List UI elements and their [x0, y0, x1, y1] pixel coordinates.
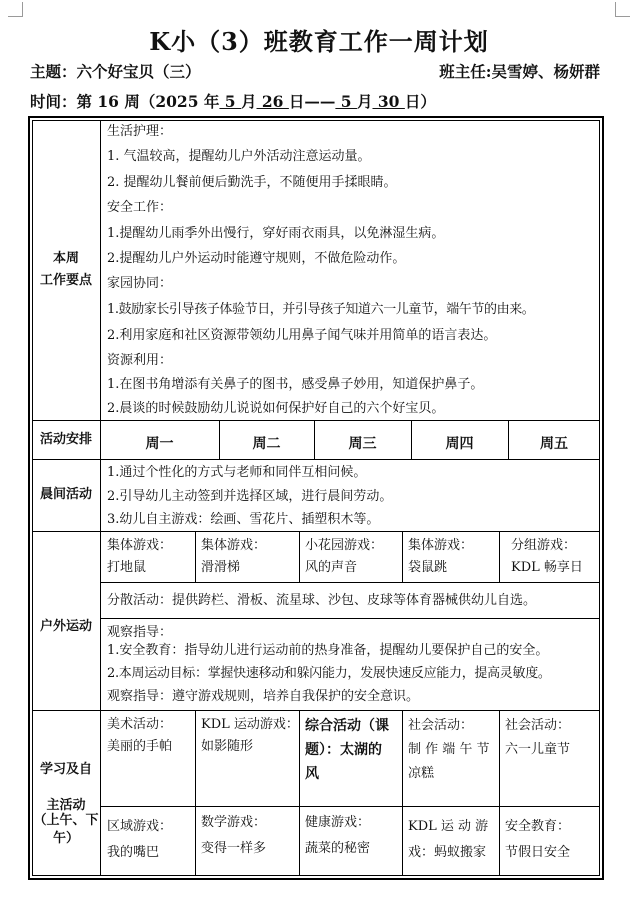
theme: 主题：六个好宝贝（三） [30, 62, 201, 81]
observation-line: 2.本周运动目标：掌握快速移动和躲闪能力，发展快速反应能力，提高灵敏度。 [107, 666, 551, 681]
col-divider [195, 531, 196, 582]
col-divider [195, 710, 196, 876]
crop-mark-top-right [615, 2, 630, 17]
col-divider [499, 710, 500, 876]
weekly-point-line: 1.提醒幼儿雨季外出慢行，穿好雨衣雨具，以免淋湿生病。 [107, 226, 445, 241]
learning-tue-row2: 数学游戏： 变得一样多 [201, 815, 267, 856]
head-teachers: 班主任:吴雪婷、杨妍群 [439, 62, 600, 81]
row-divider [32, 420, 600, 421]
outdoor-game-mon: 集体游戏： 打地鼠 [107, 538, 173, 575]
month-char-1: 月 [240, 92, 257, 111]
schedule-label: 活动安排 [39, 432, 92, 447]
row-divider [32, 710, 600, 711]
weekly-point-line: 生活护理： [107, 124, 173, 139]
weekly-points-label: 本周 工作要点 [39, 251, 92, 288]
end-day: 30 [372, 92, 405, 111]
learning-mon-row1: 美术活动： 美丽的手帕 [107, 717, 173, 754]
row-divider [100, 582, 600, 583]
weekly-point-line: 2.提醒幼儿户外运动时能遵守规则，不做危险动作。 [107, 251, 406, 266]
day-monday: 周一 [145, 436, 174, 452]
end-month: 5 [335, 92, 357, 111]
observation-line: 观察指导： [107, 625, 173, 640]
col-divider [499, 531, 500, 582]
weekly-point-line: 1. 气温较高，提醒幼儿户外活动注意运动量。 [107, 149, 371, 164]
day-friday: 周五 [540, 436, 568, 452]
learning-thu-row2: KDL 运 动 游 戏：蚂蚁搬家 [408, 819, 489, 860]
day-thursday: 周四 [445, 436, 474, 452]
weekly-point-line: 1.在图书角增添有关鼻子的图书，感受鼻子妙用，知道保护鼻子。 [107, 377, 484, 392]
row-divider [32, 459, 600, 460]
weekly-point-line: 2. 提醒幼儿餐前便后勤洗手，不随便用手揉眼睛。 [107, 175, 397, 190]
morning-line: 1.通过个性化的方式与老师和同伴互相问候。 [107, 465, 367, 480]
outdoor-label: 户外运动 [39, 619, 92, 634]
morning-label: 晨间活动 [39, 487, 92, 502]
month-char-2: 月 [356, 92, 373, 111]
row-divider [100, 806, 600, 807]
start-month: 5 [219, 92, 241, 111]
learning-tue-row1: KDL 运动游戏： 如影随形 [201, 717, 299, 754]
page-title: K小（3）班教育工作一周计划 [149, 27, 489, 56]
time-prefix: 时间：第 16 周（2025 年 [30, 92, 220, 111]
time-suffix: 日） [404, 92, 436, 111]
weekly-point-line: 1.鼓励家长引导孩子体验节日，并引导孩子知道六一儿童节，端午节的由来。 [107, 302, 535, 317]
weekly-point-line: 家园协同： [107, 276, 173, 291]
outdoor-game-thu: 集体游戏： 袋鼠跳 [408, 538, 474, 575]
outdoor-scattered: 分散活动：提供跨栏、滑板、流星球、沙包、皮球等体育器械供幼儿自选。 [107, 593, 537, 608]
col-divider [299, 531, 300, 582]
label-column-divider [100, 120, 101, 876]
observation-line: 1.安全教育：指导幼儿进行运动前的热身准备，提醒幼儿要保护自己的安全。 [107, 643, 549, 658]
row-divider [32, 531, 600, 532]
crop-mark-top-left [8, 2, 23, 17]
outdoor-game-fri: 分组游戏： KDL 畅享日 [511, 538, 583, 575]
learning-time-label: （上午、下 午） [33, 813, 99, 846]
col-divider [299, 710, 300, 876]
learning-thu-row1: 社会活动： 制 作 端 午 节 凉糕 [408, 718, 490, 781]
weekly-point-line: 安全工作： [107, 200, 173, 215]
day-wednesday: 周三 [348, 436, 377, 452]
morning-line: 2.引导幼儿主动签到并选择区域，进行晨间劳动。 [107, 489, 393, 504]
morning-line: 3.幼儿自主游戏：绘画、雪花片、插塑积木等。 [107, 512, 380, 527]
observation-line: 观察指导：遵守游戏规则，培养自我保护的安全意识。 [107, 689, 420, 704]
weekly-point-line: 资源利用： [107, 353, 173, 368]
learning-fri-row2: 安全教育： 节假日安全 [505, 819, 571, 860]
row-divider [100, 618, 600, 619]
learning-wed-row2: 健康游戏： 蔬菜的秘密 [305, 815, 371, 856]
start-day: 26 [256, 92, 289, 111]
learning-mon-row2: 区域游戏： 我的嘴巴 [107, 819, 173, 860]
day-tuesday: 周二 [252, 436, 281, 452]
learning-label: 学习及自 主活动 [39, 762, 92, 813]
outdoor-game-tue: 集体游戏： 滑滑梯 [201, 538, 267, 575]
weekly-point-line: 2.利用家庭和社区资源带领幼儿用鼻子闻气味并用简单的语言表达。 [107, 328, 497, 343]
col-divider [402, 531, 403, 582]
day-sep: 日—— [288, 92, 336, 111]
col-divider [402, 710, 403, 876]
outdoor-game-wed: 小花园游戏： 风的声音 [305, 538, 384, 575]
learning-fri-row1: 社会活动： 六一儿童节 [505, 718, 571, 757]
weekly-point-line: 2.晨谈的时候鼓励幼儿说说如何保护好自己的六个好宝贝。 [107, 401, 445, 416]
time-range [30, 90, 436, 112]
learning-wed-row1: 综合活动（课 题）：太湖的 风 [305, 718, 389, 782]
